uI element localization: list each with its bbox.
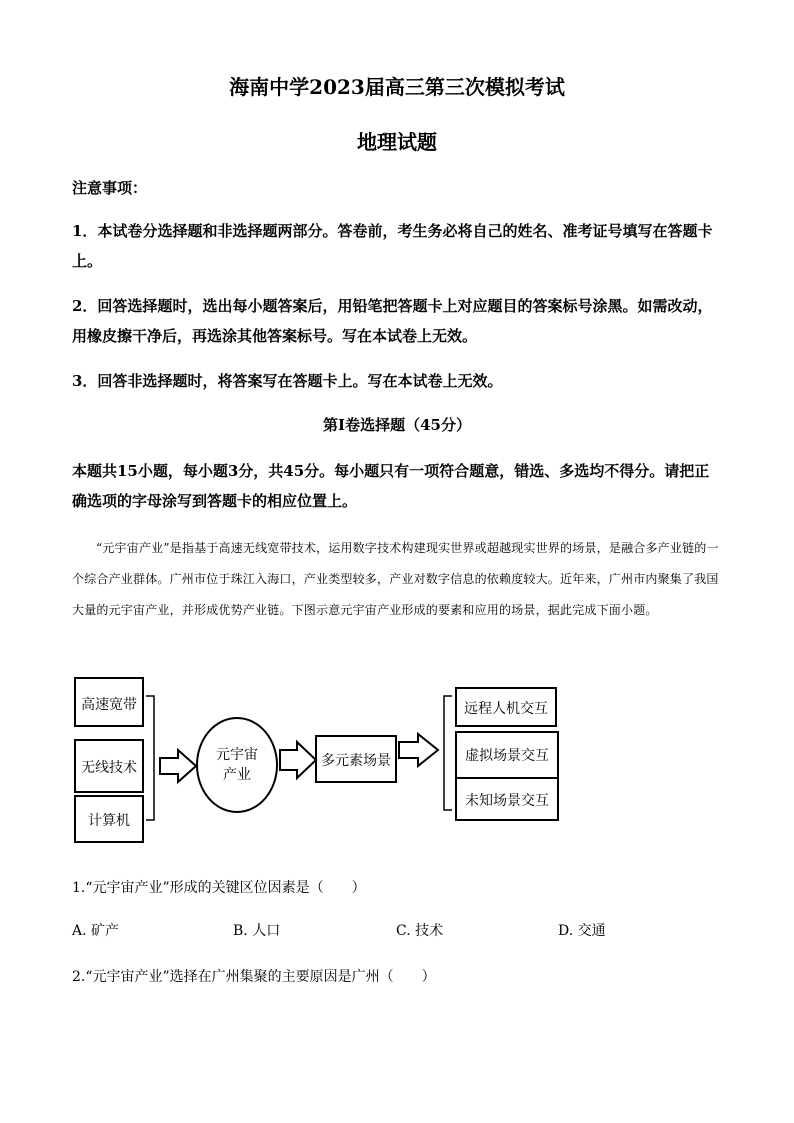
note-item-1: 1．本试卷分选择题和非选择题两部分。答卷前，考生务必将自己的姓名、准考证号填写在答题卡上。 — [72, 222, 713, 270]
question-1: 1.“元宇宙产业”形成的关键区位因素是（ ） — [72, 880, 366, 896]
industry-flow-diagram — [0, 670, 794, 855]
subject-title: 地理试题 — [357, 130, 437, 154]
note-item-2: 2．回答选择题时，选出每小题答案后，用铅笔把答题卡上对应题目的答案标号涂黑。如需改动，用橡皮擦干净后，再选涂其他答案标号。写在本试卷上无效。 — [72, 297, 713, 345]
question-1-option-c: C. 技术 — [396, 923, 444, 939]
question-1-option-d: D. 交通 — [558, 923, 606, 939]
input-label-2: 无线技术 — [81, 760, 137, 776]
question-1-option-a: A. 矿产 — [72, 923, 120, 939]
section-instruction: 本题共15小题，每小题3分，共45分。每小题只有一项符合题意，错选、多选均不得分。请把正确选项的字母涂写到答题卡的相应位置上。 — [72, 462, 710, 510]
output-bracket — [444, 696, 452, 810]
question-2: 2.“元宇宙产业”选择在广州集聚的主要原因是广州（ ） — [72, 969, 436, 985]
exam-title: 海南中学2023届高三第三次模拟考试 — [229, 75, 565, 99]
notes-heading: 注意事项： — [72, 179, 148, 197]
arrow-center-to-middle — [280, 742, 316, 778]
reading-passage: “元宇宙产业”是指基于高速无线宽带技术，运用数字技术构建现实世界或超越现实世界的场景，是融合多产业链的一个综合产业群体。广州市位于珠江入海口，产业类型较多，产业对数字信息的依赖度较大。近年来，广州市内聚集了我国大量的元宇宙产业，并形成优势产业链。下图示意元宇宙产业形成的要素和应用的场景，据此完成下面小题。 — [72, 541, 719, 617]
output-label-2: 虚拟场景交互 — [465, 748, 549, 764]
input-bracket — [146, 696, 154, 820]
center-label-line1: 元宇宙 — [216, 747, 258, 763]
output-label-3: 未知场景交互 — [465, 793, 549, 809]
middle-label: 多元素场景 — [321, 753, 391, 769]
center-ellipse — [197, 718, 277, 812]
center-label-line2: 产业 — [223, 767, 251, 783]
input-label-1: 高速宽带 — [81, 697, 137, 713]
arrow-middle-to-outputs — [399, 734, 438, 766]
input-label-3: 计算机 — [88, 813, 130, 829]
output-label-1: 远程人机交互 — [464, 701, 548, 717]
note-item-3: 3．回答非选择题时，将答案写在答题卡上。写在本试卷上无效。 — [72, 372, 503, 390]
arrow-inputs-to-center — [160, 750, 196, 782]
question-1-option-b: B. 人口 — [233, 923, 281, 939]
section-title: 第Ⅰ卷选择题（45分） — [323, 416, 471, 434]
